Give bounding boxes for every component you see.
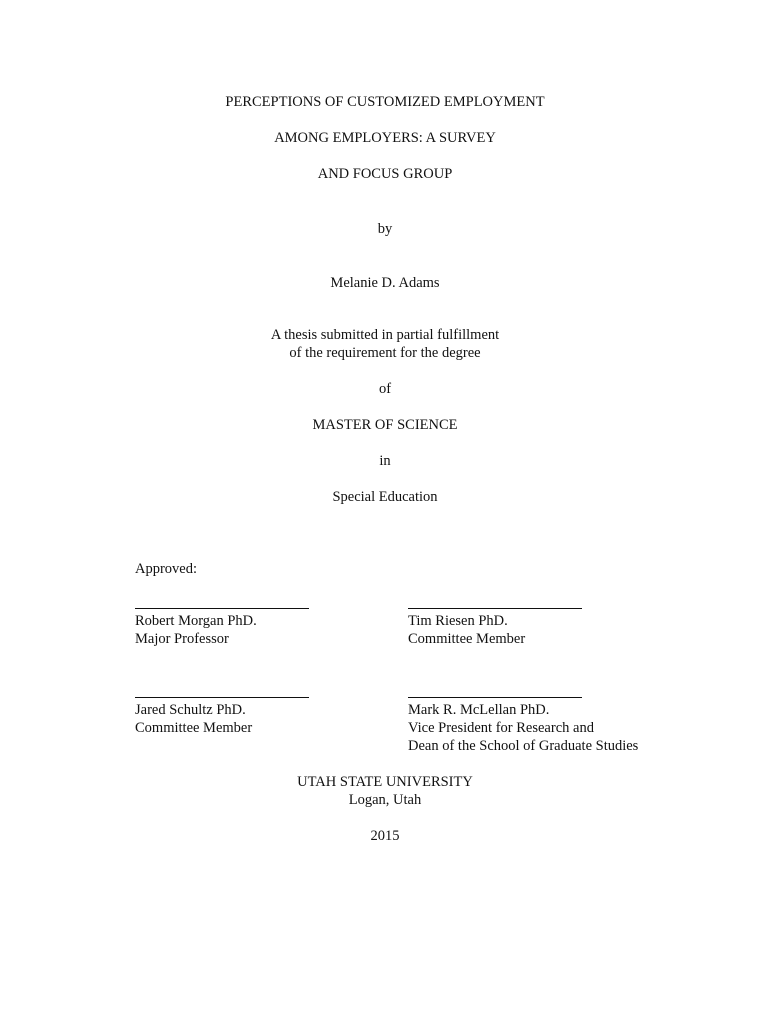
in-label: in — [379, 453, 391, 469]
thesis-title-line-3: AND FOCUS GROUP — [317, 166, 453, 182]
signatory-name: Robert Morgan PhD. — [135, 613, 257, 629]
thesis-statement-line-1: A thesis submitted in partial fulfillment — [270, 327, 500, 343]
signatory-role: Vice President for Research and — [408, 720, 594, 736]
signatory-name: Mark R. McLellan PhD. — [408, 702, 550, 718]
signatory-role-line-2: Dean of the School of Graduate Studies — [408, 738, 639, 754]
year: 2015 — [370, 828, 400, 844]
thesis-statement-line-2: of the requirement for the degree — [289, 345, 481, 361]
author-name: Melanie D. Adams — [330, 275, 440, 291]
signatory-name: Tim Riesen PhD. — [408, 613, 508, 629]
thesis-title-line-2: AMONG EMPLOYERS: A SURVEY — [274, 130, 496, 146]
by-label: by — [377, 221, 393, 237]
of-label: of — [378, 381, 392, 397]
field-of-study: Special Education — [332, 489, 438, 505]
degree-name: MASTER OF SCIENCE — [312, 417, 458, 433]
signatory-role: Major Professor — [135, 631, 229, 647]
signature-line — [408, 608, 582, 609]
signature-line — [408, 697, 582, 698]
signatory-name: Jared Schultz PhD. — [135, 702, 246, 718]
university-name: UTAH STATE UNIVERSITY — [297, 774, 473, 790]
approved-label: Approved: — [135, 561, 198, 577]
university-location: Logan, Utah — [348, 792, 422, 808]
signature-line — [135, 697, 309, 698]
thesis-title-line-1: PERCEPTIONS OF CUSTOMIZED EMPLOYMENT — [225, 94, 545, 110]
signatory-role: Committee Member — [135, 720, 253, 736]
signature-line — [135, 608, 309, 609]
signatory-role: Committee Member — [408, 631, 526, 647]
